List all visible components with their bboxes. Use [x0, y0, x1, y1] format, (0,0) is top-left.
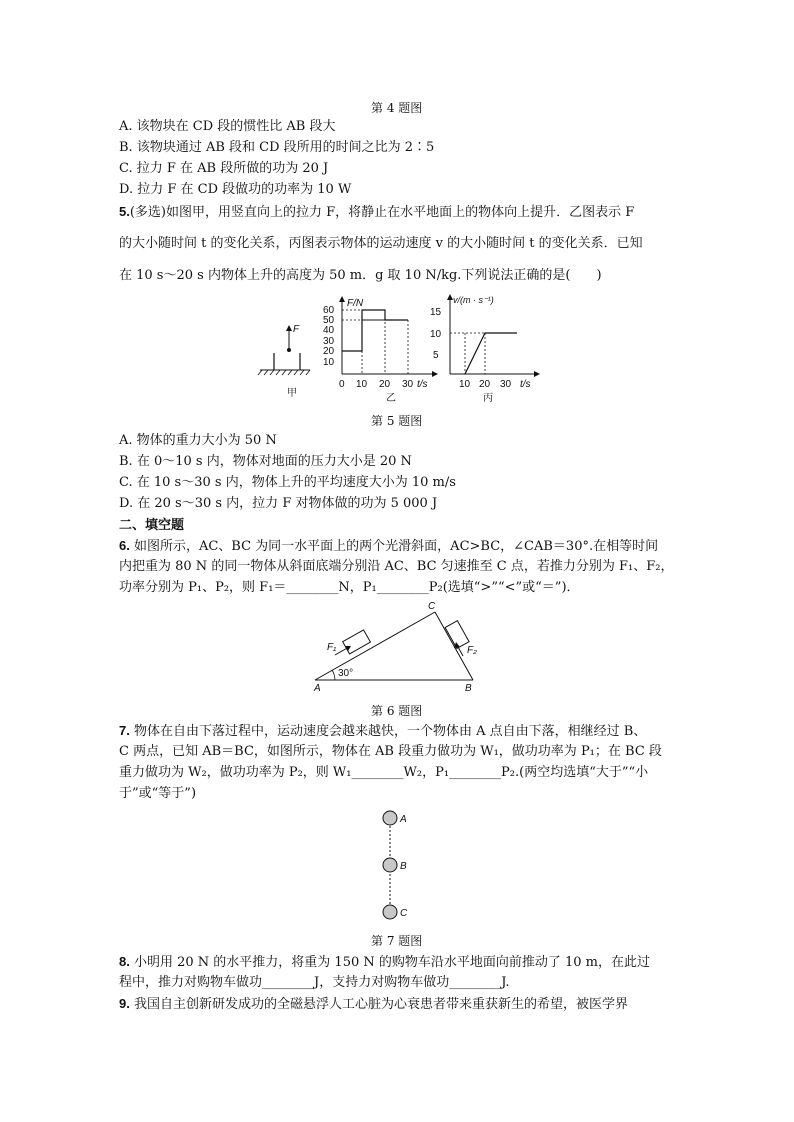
section-heading-fill-blank: 二、填空题: [119, 517, 185, 532]
yi-ytick-40: 40: [323, 325, 335, 336]
figure-q5-jia: [255, 320, 315, 400]
bing-ytick-15: 15: [430, 307, 442, 318]
q6-stem-line2: 内把重为 80 N 的同一物体从斜面底端分别沿 AC、BC 匀速推至 C 点，若推力分别为 F₁、F₂，: [119, 559, 674, 574]
q7-number: 7.: [119, 723, 130, 738]
figure-q5-bing: [425, 290, 545, 404]
q5-option-a: A. 物体的重力大小为 50 N: [119, 433, 277, 448]
yi-caption: 乙: [386, 393, 396, 404]
vertex-a: A: [314, 683, 321, 694]
yi-xtick-30: 30: [402, 379, 414, 390]
figure-caption-q6: 第 6 题图: [371, 704, 423, 718]
figure-q5-yi: [320, 294, 440, 404]
yi-xtick-20: 20: [379, 379, 391, 390]
q6-stem-line1: [119, 537, 658, 556]
point-a: A: [400, 814, 407, 825]
q7-stem-line4: 于”或“等于”): [119, 786, 197, 801]
q5-option-c: C. 在 10 s～30 s 内，物体上升的平均速度大小为 10 m/s: [119, 475, 456, 490]
q4-option-a: A. 该物块在 CD 段的惯性比 AB 段大: [119, 119, 336, 134]
q5-option-b: B. 在 0～10 s 内，物体对地面的压力大小是 20 N: [119, 454, 412, 469]
caption-jia: 甲: [287, 388, 297, 399]
q9-stem-line1: [119, 995, 628, 1014]
figure-caption-q5: 第 5 题图: [371, 414, 423, 428]
figure-caption-q7: 第 7 题图: [371, 934, 423, 948]
q6-text-1: 如图所示，AC、BC 为同一水平面上的两个光滑斜面，AC>BC，∠CAB＝30°.在相等时间: [129, 539, 659, 554]
point-c: C: [400, 908, 408, 919]
q5-text-1: (多选)如图甲，用竖直向上的拉力 F，将静止在水平地面上的物体向上提升．乙图表示 F: [129, 205, 635, 220]
bing-xtick-30: 30: [500, 379, 512, 390]
q9-number: 9.: [119, 996, 130, 1011]
q8-text-1: 小明用 20 N 的水平推力，将重为 150 N 的购物车沿水平地面向前推动了 10 m，在此过: [129, 955, 651, 970]
vertex-b: B: [465, 683, 472, 694]
angle-30: 30°: [338, 668, 354, 679]
figure-caption-q4: 第 4 题图: [371, 101, 423, 115]
q8-stem-line1: [119, 953, 650, 972]
bing-xtick-10: 10: [459, 379, 471, 390]
q5-stem-line2: 的大小随时间 t 的变化关系，丙图表示物体的运动速度 v 的大小随时间 t 的变化关系．已知: [119, 236, 643, 251]
label-f2: F₂: [467, 645, 477, 656]
q4-option-d: D. 拉力 F 在 CD 段做功的功率为 10 W: [119, 182, 352, 197]
yi-ylabel: F/N: [347, 298, 364, 309]
q8-number: 8.: [119, 954, 130, 969]
bing-xlabel: t/s: [520, 379, 531, 390]
q4-option-b: B. 该物块通过 AB 段和 CD 段所用的时间之比为 2∶5: [119, 140, 435, 155]
yi-xlabel: t/s: [417, 379, 428, 390]
label-f1: F₁: [327, 642, 337, 653]
bing-caption: 丙: [483, 393, 493, 404]
yi-ytick-50: 50: [323, 315, 335, 326]
yi-ytick-60: 60: [323, 305, 335, 316]
yi-ytick-10: 10: [323, 357, 335, 368]
q4-option-c: C. 拉力 F 在 AB 段所做的功为 20 J: [119, 161, 329, 176]
q5-stem-line3: 在 10 s～20 s 内物体上升的高度为 50 m．g 取 10 N/kg.下列说法正确的是( ): [119, 268, 602, 283]
q6-number: 6.: [119, 538, 130, 553]
q7-stem-line3: 重力做功为 W₂，做功功率为 P₂，则 W₁________W₂，P₁________P₂.(两空均选填“大于”“小: [119, 765, 649, 780]
bing-xtick-20: 20: [479, 379, 491, 390]
q6-stem-line3: 功率分别为 P₁、P₂，则 F₁＝________N，P₁________P₂(选填“>”“<”或“＝”)．: [119, 580, 580, 595]
bing-ytick-5: 5: [433, 350, 439, 361]
q7-text-1: 物体在自由下落过程中，运动速度会越来越快，一个物体由 A 点自由下落，相继经过 B、: [129, 724, 647, 739]
q7-stem-line2: C 两点，已知 AB＝BC，如图所示，物体在 AB 段重力做功为 W₁，做功功率为 P₁；在 BC 段: [119, 744, 662, 759]
force-label-f: F: [293, 324, 300, 335]
yi-ytick-30: 30: [323, 336, 335, 347]
figure-q6-inclines: [305, 598, 495, 698]
q5-stem-line1: [119, 203, 634, 222]
yi-xtick-0: 0: [339, 379, 345, 390]
bing-ylabel: v/(m · s⁻¹): [453, 295, 494, 305]
q7-stem-line1: [119, 722, 646, 741]
point-b: B: [400, 861, 407, 872]
figure-q7-fall: [378, 808, 418, 920]
yi-ytick-20: 20: [323, 346, 335, 357]
q5-option-d: D. 在 20 s～30 s 内，拉力 F 对物体做的功为 5 000 J: [119, 496, 438, 511]
vertex-c: C: [428, 601, 436, 612]
q8-stem-line2: 程中，推力对购物车做功________J，支持力对购物车做功________J.: [119, 975, 510, 990]
q5-number: 5.: [119, 204, 130, 219]
q9-text-1: 我国自主创新研发成功的全磁悬浮人工心脏为心衰患者带来重获新生的希望，被医学界: [129, 997, 628, 1012]
yi-xtick-10: 10: [356, 379, 368, 390]
bing-ytick-10: 10: [430, 329, 442, 340]
